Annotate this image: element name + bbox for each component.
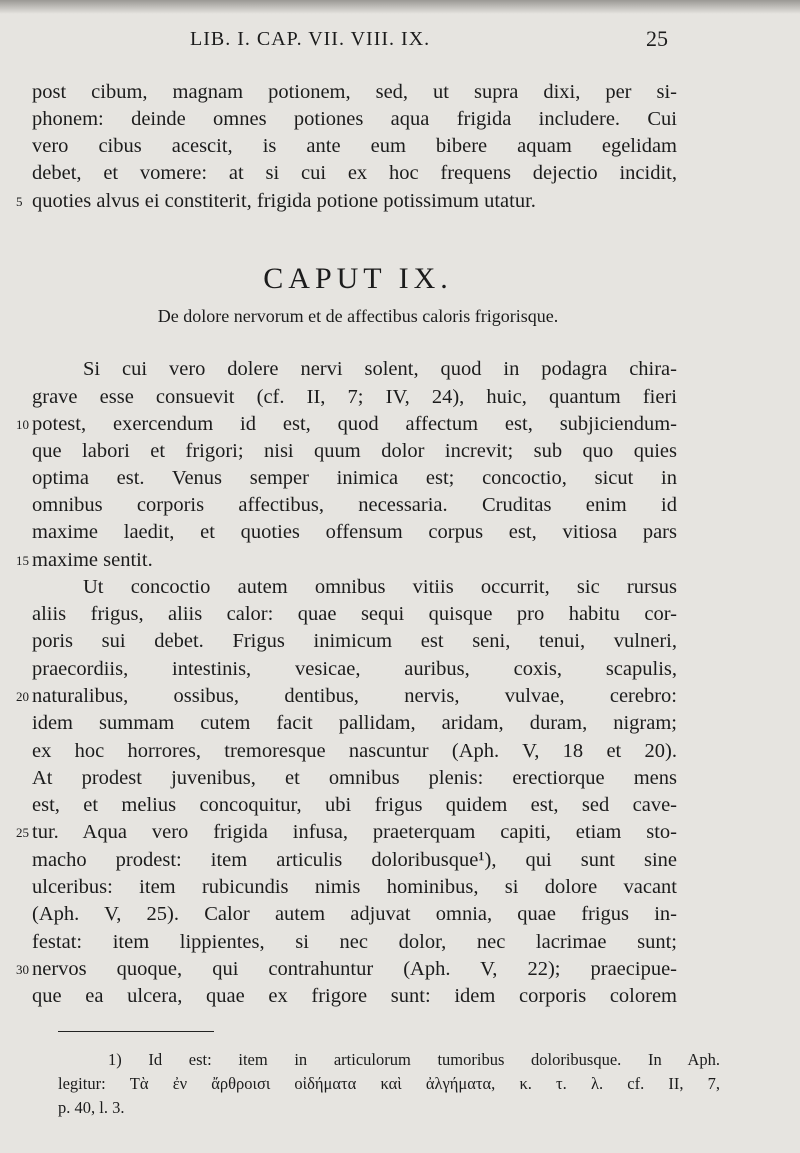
line-number: 25: [16, 825, 29, 840]
chapter-subtitle: De dolore nervorum et de affectibus caloris frigorisque.: [157, 306, 559, 326]
text-line: Si cui vero dolere nervi solent, quod in podagra chira-: [83, 358, 677, 380]
text-line: maxime laedit, et quoties offensum corpus est, vitiosa pars: [32, 521, 677, 543]
text-line: optima est. Venus semper inimica est; concoctio, sicut in: [32, 467, 677, 489]
text-line: (Aph. V, 25). Calor autem adjuvat omnia, quae frigus in-: [32, 903, 677, 925]
line-number: 15: [16, 553, 29, 568]
text-line: nervos quoque, qui contrahuntur (Aph. V, 22); praecipue-: [32, 958, 677, 980]
page-number: 25: [646, 26, 668, 51]
text-line: At prodest juvenibus, et omnibus plenis: erectiorque mens: [32, 767, 677, 789]
text-line: ulceribus: item rubicundis nimis hominibus, si dolore vacant: [32, 876, 677, 898]
text-line: quoties alvus ei constiterit, frigida potione potissimum utatur.: [32, 190, 536, 212]
text-line: naturalibus, ossibus, dentibus, nervis, vulvae, cerebro:: [32, 685, 677, 707]
text-line: debet, et vomere: at si cui ex hoc frequens dejectio incidit,: [32, 162, 677, 184]
footnote-line: 1) Id est: item in articulorum tumoribus doloribusque. In Aph.: [108, 1050, 720, 1069]
text-line: est, et melius concoquitur, ubi frigus quidem est, sed cave-: [32, 794, 677, 816]
line-number: 5: [16, 194, 23, 209]
text-line: festat: item lippientes, si nec dolor, nec lacrimae sunt;: [32, 931, 677, 953]
text-line: post cibum, magnam potionem, sed, ut supra dixi, per si-: [32, 81, 677, 103]
text-line: potest, exercendum id est, quod affectum est, subjiciendum-: [32, 413, 677, 435]
running-head: LIB. I. CAP. VII. VIII. IX.: [190, 28, 431, 50]
text-line: que ea ulcera, quae ex frigore sunt: idem corporis colorem: [32, 985, 677, 1007]
text-line: grave esse consuevit (cf. II, 7; IV, 24), huic, quantum fieri: [32, 386, 677, 408]
text-line: aliis frigus, aliis calor: quae sequi quisque pro habitu cor-: [32, 603, 677, 625]
text-line: maxime sentit.: [32, 549, 153, 571]
text-line: vero cibus acescit, is ante eum bibere aquam egelidam: [32, 135, 677, 157]
chapter-title: CAPUT IX.: [263, 262, 453, 295]
line-number: 20: [16, 689, 29, 704]
text-line: praecordiis, intestinis, vesicae, auribus, coxis, scapulis,: [32, 658, 677, 680]
text-line: poris sui debet. Frigus inimicum est seni, tenui, vulneri,: [32, 630, 677, 652]
text-line: ex hoc horrores, tremoresque nascuntur (Aph. V, 18 et 20).: [32, 740, 677, 762]
text-line: Ut concoctio autem omnibus vitiis occurrit, sic rursus: [83, 576, 677, 598]
line-number: 10: [16, 417, 29, 432]
text-line: macho prodest: item articulis doloribusque¹), qui sunt sine: [32, 849, 677, 871]
line-number: 30: [16, 962, 29, 977]
footnote-line: legitur: Τὰ ἐν ἄρθροισι οἰδήματα καὶ ἀλγήματα, κ. τ. λ. cf. II, 7,: [58, 1074, 720, 1093]
text-line: tur. Aqua vero frigida infusa, praeterquam capiti, etiam sto-: [32, 821, 677, 843]
text-line: que labori et frigori; nisi quum dolor increvit; sub quo quies: [32, 440, 677, 462]
footnote-line: p. 40, l. 3.: [58, 1098, 125, 1117]
text-line: phonem: deinde omnes potiones aqua frigida includere. Cui: [32, 108, 677, 130]
footnote-divider: [58, 1031, 214, 1032]
page-edge-shadow: [0, 0, 800, 14]
text-line: omnibus corporis affectibus, necessaria. Cruditas enim id: [32, 494, 677, 516]
text-line: idem summam cutem facit pallidam, aridam, duram, nigram;: [32, 712, 677, 734]
